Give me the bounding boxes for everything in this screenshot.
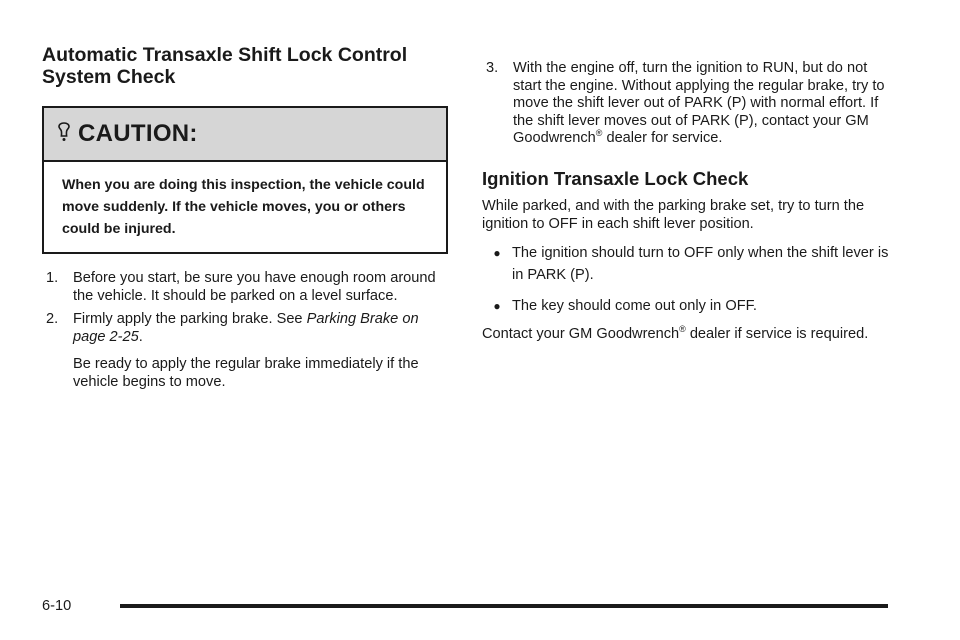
footer-rule [120,604,888,608]
caution-text: When you are doing this inspection, the vehicle could move suddenly. If the vehicle moves, you or others could be injured. [62,177,425,237]
caution-title: CAUTION: [78,120,198,147]
caution-box [42,106,448,254]
bullet-icon: ● [493,299,501,314]
page-footer [42,596,888,616]
section-title: Automatic Transaxle Shift Lock Control System Check [42,44,408,88]
caution-triangle-icon [56,122,72,146]
registered-mark: ® [679,324,686,335]
caution-header [44,108,446,162]
step-item: 2. Firmly apply the parking brake. See Parking Brake on page 2-25. [46,311,419,345]
step-item: 3. With the engine off, turn the ignition to RUN, but do not start the engine. Without applying the regular brake, try to move the shift lever out of PARK (P) with normal effort. If the shift lever moves out of PARK (P), contact your GM Goodwrench® dealer for service. [486,60,885,147]
page-number: 6-10 [42,598,72,614]
left-column [42,44,448,392]
list-item: ● The ignition should turn to OFF only when the shift lever is in PARK (P). [482,242,892,286]
step-item: 1. Before you start, be sure you have enough room around the vehicle. It should be parked on a level surface. [46,270,436,304]
check-steps-continued [482,60,892,148]
registered-mark: ® [595,128,603,139]
subsection-title: Ignition Transaxle Lock Check [482,167,749,189]
caution-body [44,162,446,252]
check-steps [42,270,448,346]
parking-brake-xref-link[interactable]: Parking Brake on page 2-25 [73,311,419,345]
bullet-list [482,242,892,317]
contact-paragraph: Contact your GM Goodwrench® dealer if service is required. [482,324,869,343]
list-item: ● The key should come out only in OFF. [482,295,892,317]
intro-paragraph: While parked, and with the parking brake set, try to turn the ignition to OFF in each shift lever position. [482,197,865,232]
right-column [482,44,892,344]
bullet-icon: ● [493,246,501,261]
step-note: Be ready to apply the regular brake immediately if the vehicle begins to move. [73,356,419,390]
